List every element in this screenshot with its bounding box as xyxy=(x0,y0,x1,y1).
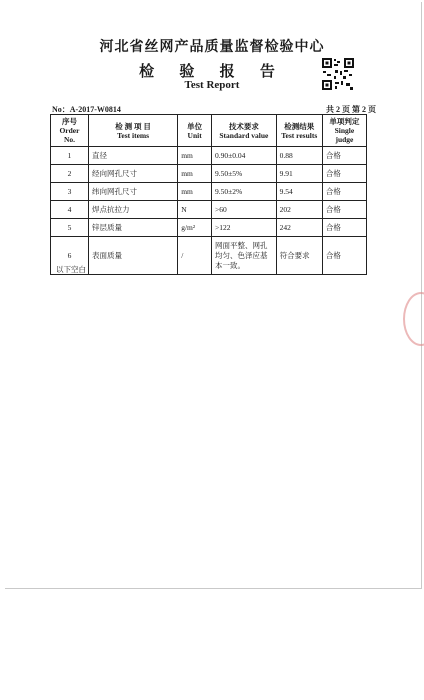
cell-item: 经向网孔尺寸 xyxy=(88,165,177,183)
column-header-judge xyxy=(322,115,366,147)
cell-standard: 网面平整、网孔均匀、色泽应基本一致。 xyxy=(212,237,277,275)
qr-code-icon xyxy=(321,57,355,91)
cell-unit: mm xyxy=(178,147,212,165)
column-header-standard xyxy=(212,115,277,147)
cell-result: 9.91 xyxy=(276,165,322,183)
test-results-table xyxy=(50,114,367,275)
report-title-en: Test Report xyxy=(184,79,240,91)
cell-judge: 合格 xyxy=(322,201,366,219)
column-header-order xyxy=(51,115,89,147)
cell-item: 纬向网孔尺寸 xyxy=(88,183,177,201)
cell-item: 锌层质量 xyxy=(88,219,177,237)
column-header-items xyxy=(88,115,177,147)
cell-unit: mm xyxy=(178,183,212,201)
column-header-cn: 检 测 项 目 xyxy=(115,121,151,131)
cell-order: 6 xyxy=(51,237,89,275)
column-header-en: Test results xyxy=(281,130,318,140)
column-header-results xyxy=(276,115,322,147)
organization-title: 河北省丝网产品质量监督检验中心 xyxy=(99,39,325,55)
cell-standard: 9.50±2% xyxy=(212,183,277,201)
cell-standard: >122 xyxy=(212,219,277,237)
column-header-cn: 单项判定 xyxy=(329,117,360,126)
cell-order: 3 xyxy=(51,183,89,201)
report-title-cn: 检 验 报 告 xyxy=(139,62,285,80)
cell-judge: 合格 xyxy=(322,147,366,165)
cell-result: 0.88 xyxy=(276,147,322,165)
cell-unit: mm xyxy=(178,165,212,183)
cell-order: 1 xyxy=(51,147,89,165)
blank-below-note: 以下空白 xyxy=(56,265,86,274)
column-header-en: Unit xyxy=(187,130,202,140)
cell-item: 表面质量 xyxy=(88,237,177,275)
column-header-cn: 检测结果 xyxy=(284,121,315,131)
table-row xyxy=(51,201,367,219)
column-header-cn: 单位 xyxy=(187,121,203,131)
cell-item: 焊点抗拉力 xyxy=(88,201,177,219)
column-header-en: Order No. xyxy=(59,126,80,144)
column-header-unit xyxy=(178,115,212,147)
cell-result: 242 xyxy=(276,219,322,237)
cell-result: 符合要求 xyxy=(276,237,322,275)
table-row xyxy=(51,237,367,275)
cell-result: 202 xyxy=(276,201,322,219)
column-header-cn: 序号 xyxy=(61,117,77,126)
cell-standard: >60 xyxy=(212,201,277,219)
cell-standard: 0.90±0.04 xyxy=(212,147,277,165)
cell-standard: 9.50±5% xyxy=(212,165,277,183)
cell-judge: 合格 xyxy=(322,183,366,201)
table-row xyxy=(51,219,367,237)
cell-unit: N xyxy=(178,201,212,219)
table-row xyxy=(51,183,367,201)
table-header-row xyxy=(51,115,367,147)
cell-unit: g/m² xyxy=(178,219,212,237)
table-row xyxy=(51,147,367,165)
cell-order: 2 xyxy=(51,165,89,183)
cell-judge: 合格 xyxy=(322,219,366,237)
column-header-cn: 技术要求 xyxy=(228,121,259,131)
page-indicator: 共 2 页 第 2 页 xyxy=(326,105,376,114)
column-header-en: Single judge xyxy=(334,126,355,144)
cell-result: 9.54 xyxy=(276,183,322,201)
cell-item: 直径 xyxy=(88,147,177,165)
column-header-en: Standard value xyxy=(219,130,269,140)
cell-unit: / xyxy=(178,237,212,275)
table-row xyxy=(51,165,367,183)
cell-order: 5 xyxy=(51,219,89,237)
report-number: No：A-2017-W0814 xyxy=(52,105,121,114)
cell-judge: 合格 xyxy=(322,237,366,275)
cell-judge: 合格 xyxy=(322,165,366,183)
column-header-en: Test items xyxy=(117,130,150,140)
cell-order: 4 xyxy=(51,201,89,219)
